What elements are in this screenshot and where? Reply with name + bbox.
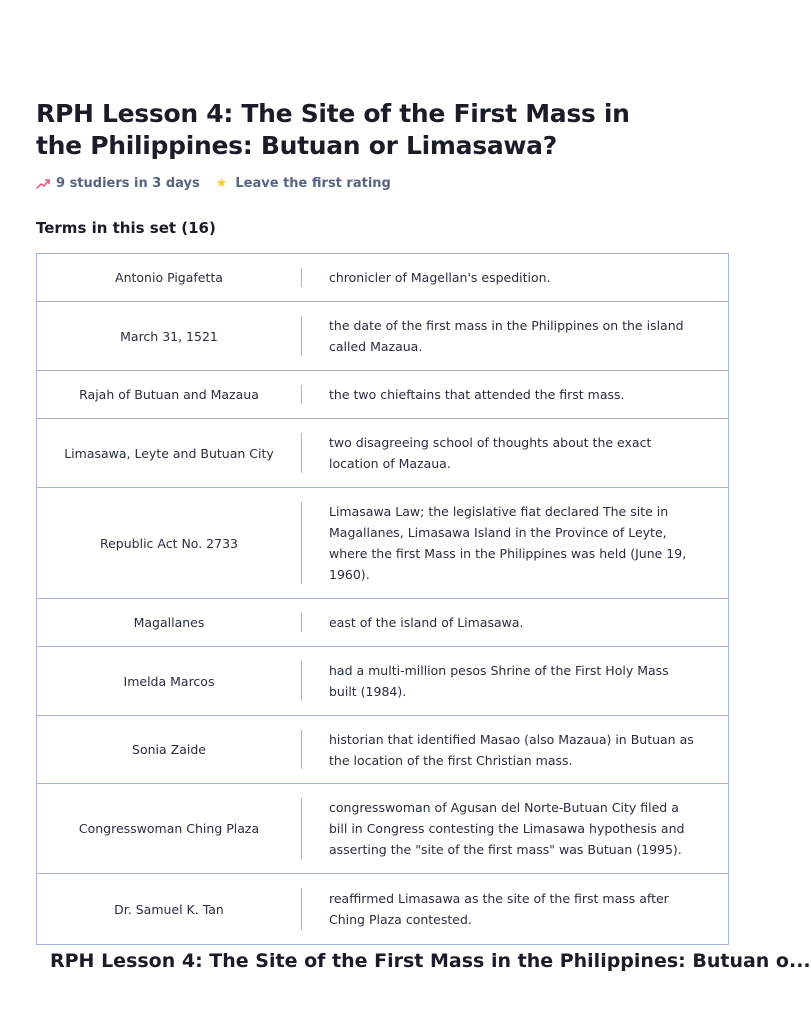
- definition-text: had a multi-million pesos Shrine of the First Holy Mass built (1984).: [329, 663, 669, 699]
- term-row: [36, 487, 729, 599]
- term-row: [36, 646, 729, 716]
- definition-text: the two chieftains that attended the first mass.: [329, 387, 625, 402]
- term-row: [36, 418, 729, 488]
- definition-text: Limasawa Law; the legislative fiat declared The site in Magallanes, Limasawa Island in the Province of Leyte, where the first Mass in the Philippines was held (June 19, 1960).: [329, 504, 687, 582]
- definition-text: historian that identified Masao (also Mazaua) in Butuan as the location of the first Christian mass.: [329, 731, 694, 768]
- definition-text: congresswoman of Agusan del Norte-Butuan City filed a bill in Congress contesting the Limasawa hypothesis and asserting the "site of the first mass" was Butuan (1995).: [329, 800, 685, 857]
- term-text: Magallanes: [133, 615, 205, 630]
- page-title: RPH Lesson 4: The Site of the First Mass in the Philippines: Butuan or Limasawa?: [36, 99, 630, 160]
- term-text: Limasawa, Leyte and Butuan City: [64, 445, 274, 461]
- term-row: [36, 783, 729, 874]
- term-row: [36, 253, 729, 302]
- trending-up-icon: [36, 177, 50, 191]
- definition-text: reaffirmed Limasawa as the site of the first mass after Ching Plaza contested.: [329, 891, 669, 927]
- definition-text: east of the island of Limasawa.: [329, 615, 524, 630]
- term-row: [36, 873, 729, 945]
- definition-text: chronicler of Magellan's espedition.: [329, 270, 551, 285]
- term-row: [36, 370, 729, 419]
- footer-title: RPH Lesson 4: The Site of the First Mass in the Philippines: Butuan o...: [50, 950, 811, 972]
- terms-heading: Terms in this set (16): [36, 219, 216, 237]
- term-text: Sonia Zaide: [132, 742, 206, 757]
- term-row: [36, 715, 729, 784]
- term-text: Congresswoman Ching Plaza: [78, 821, 260, 836]
- definition-text: the date of the first mass in the Philippines on the island called Mazaua.: [329, 318, 684, 354]
- star-icon: ★: [215, 176, 228, 191]
- term-row: [36, 598, 729, 647]
- rating-link[interactable]: Leave the first rating: [235, 176, 391, 191]
- terms-list: [36, 253, 731, 937]
- term-text: Rajah of Butuan and Mazaua: [79, 387, 259, 402]
- term-text: Antonio Pigafetta: [115, 270, 223, 285]
- studiers-count: 9 studiers in 3 days: [56, 176, 200, 191]
- term-text: Dr. Samuel K. Tan: [114, 901, 224, 917]
- term-text: Republic Act No. 2733: [99, 535, 238, 551]
- study-meta: [36, 176, 391, 191]
- term-text: Imelda Marcos: [123, 673, 215, 689]
- definition-text: two disagreeing school of thoughts about the exact location of Mazaua.: [329, 435, 652, 471]
- term-text: March 31, 1521: [120, 328, 218, 344]
- term-row: [36, 301, 729, 371]
